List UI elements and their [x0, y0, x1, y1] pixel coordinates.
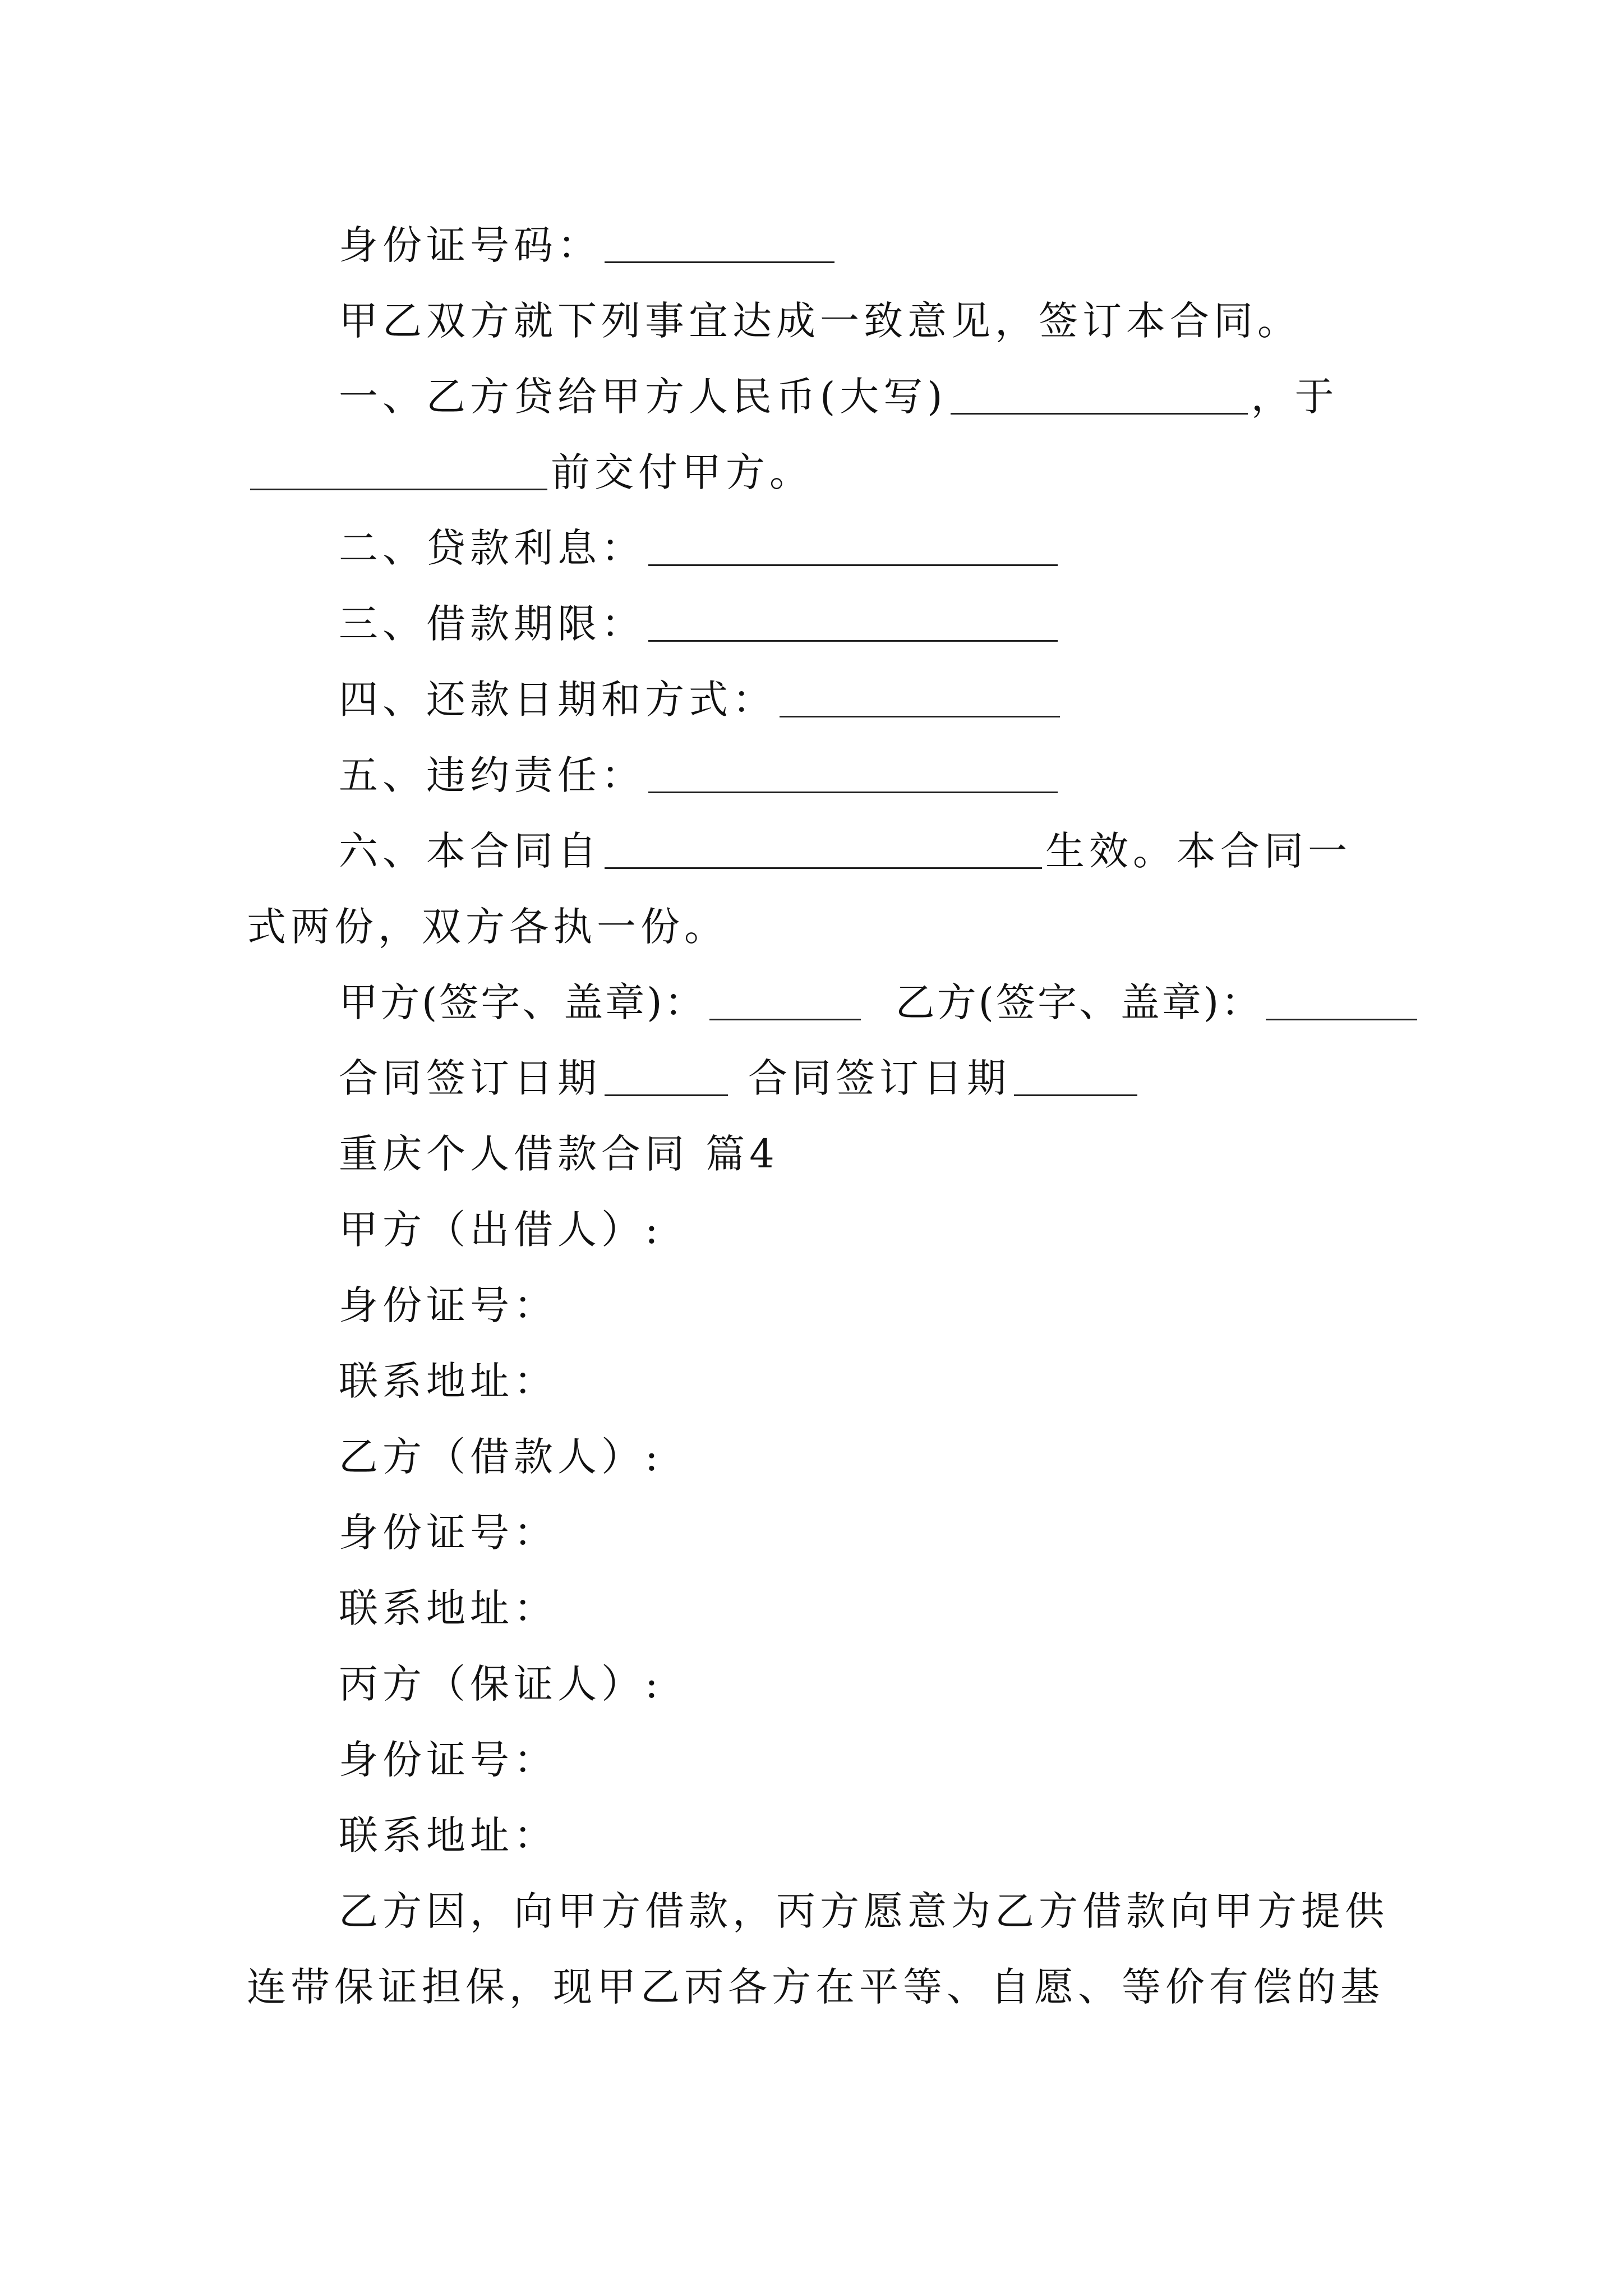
- paragraph-line-1: 乙方因，向甲方借款，丙方愿意为乙方借款向甲方提供: [339, 1888, 1389, 1934]
- sign-date-blank-2: [1014, 1094, 1137, 1096]
- interest-blank: [648, 564, 1058, 566]
- item1-suffix: ，于: [1251, 374, 1339, 420]
- sign-date-label-2: 合同签订日期: [748, 1055, 1011, 1101]
- id-number-blank: [605, 261, 834, 263]
- effective-blank: [605, 867, 1042, 869]
- id-number-line: [339, 220, 838, 270]
- repayment-blank: [780, 715, 1060, 717]
- amount-blank: [951, 412, 1248, 415]
- paragraph-line-2: 连带保证担保，现甲乙丙各方在平等、自愿、等价有偿的基: [247, 1964, 1384, 2010]
- sign-date-line: [339, 1053, 1141, 1103]
- guarantor-id-line: 身份证号：: [339, 1737, 557, 1783]
- item1-cont-line: [247, 447, 813, 498]
- item6-line: [339, 826, 1352, 876]
- borrower-address-line: 联系地址：: [339, 1585, 557, 1631]
- party-b-sign-label: 乙方(签字、盖章)：: [895, 979, 1263, 1025]
- lender-id-line: 身份证号：: [339, 1282, 557, 1328]
- item4-line: [339, 674, 1063, 725]
- agreement-line: 甲乙双方就下列事宜达成一致意见，签订本合同。: [339, 298, 1301, 344]
- item6-suffix: 生效。本合同一: [1045, 828, 1352, 874]
- guarantor-address-line: 联系地址：: [339, 1812, 557, 1858]
- item6-cont-line: 式两份，双方各执一份。: [247, 904, 728, 950]
- section-heading: 重庆个人借款合同 篇4: [339, 1131, 779, 1177]
- item6-text: 六、本合同自: [339, 828, 601, 874]
- sign-date-label-1: 合同签订日期: [339, 1055, 601, 1101]
- party-a-sign-label: 甲方(签字、盖章)：: [339, 979, 706, 1025]
- item3-line: [339, 599, 1061, 649]
- item2-line: [339, 523, 1061, 573]
- borrower-id-line: 身份证号：: [339, 1510, 557, 1556]
- item5-label: 五、违约责任：: [339, 752, 645, 798]
- item1-cont-text: 前交付甲方。: [551, 449, 813, 495]
- borrower-line: 乙方（借款人）:: [339, 1434, 663, 1480]
- guarantor-line: 丙方（保证人）:: [339, 1661, 663, 1707]
- liability-blank: [648, 791, 1058, 793]
- party-b-sign-blank: [1266, 1018, 1417, 1020]
- deliver-date-blank: [250, 488, 547, 490]
- id-number-label: 身份证号码：: [339, 222, 601, 268]
- item4-label: 四、还款日期和方式：: [339, 677, 776, 723]
- item2-label: 二、贷款利息：: [339, 525, 645, 571]
- item1-line: [339, 371, 1339, 422]
- term-blank: [648, 639, 1058, 642]
- sign-date-blank-1: [605, 1094, 728, 1096]
- item3-label: 三、借款期限：: [339, 601, 645, 647]
- item5-line: [339, 750, 1061, 800]
- signature-line: [339, 977, 1421, 1028]
- party-a-sign-blank: [709, 1018, 861, 1020]
- lender-line: 甲方（出借人）:: [339, 1207, 663, 1253]
- lender-address-line: 联系地址：: [339, 1358, 557, 1404]
- item1-text: 一、乙方贷给甲方人民币(大写): [339, 374, 947, 420]
